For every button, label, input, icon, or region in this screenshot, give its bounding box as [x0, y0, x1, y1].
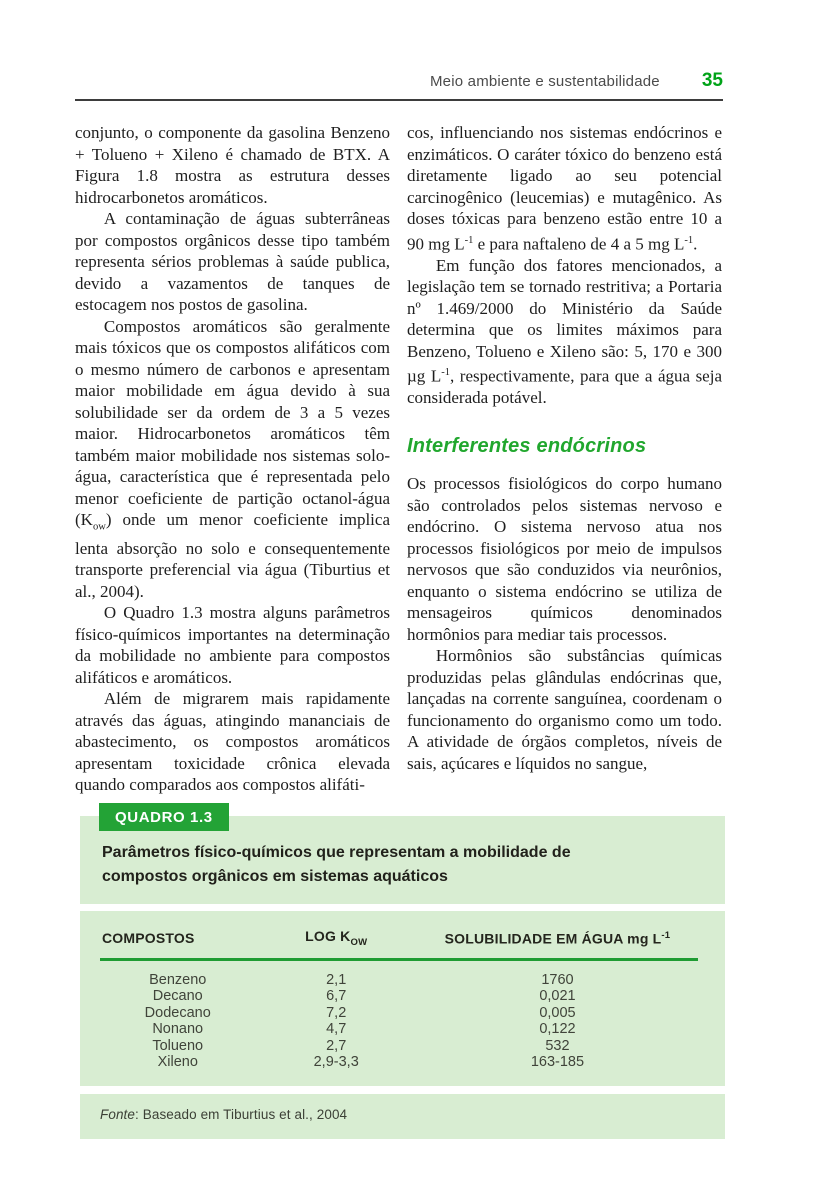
cell-solubilidade: 0,122	[539, 1021, 576, 1038]
column-header-compostos: COMPOSTOS	[100, 928, 255, 959]
cell-log-kow: 2,7	[326, 1037, 347, 1054]
cell-composto: Nonano	[152, 1021, 204, 1038]
table-row	[100, 988, 698, 1005]
paragraph: Além de migrarem mais rapidamente através das águas, atingindo mananciais de abastecimento, os compostos aromáticos apresentam toxicidade crônica elevada quando comparados aos compostos alifáti-	[75, 689, 390, 795]
section-heading: Interferentes endócrinos	[407, 434, 647, 457]
cell-composto: Decano	[152, 988, 203, 1005]
left-column	[75, 122, 390, 796]
cell-solubilidade: 1760	[541, 971, 574, 988]
running-title: Meio ambiente e sustentabilidade	[429, 73, 660, 90]
table-row	[100, 1021, 698, 1038]
paragraph: Os processos fisiológicos do corpo humano são controlados pelos sistemas nervoso e endócrino. O sistema nervoso atua nos processos fisiológicos por meio de impulsos nervosos que são conduzidos via neurônios, enquanto o sistema endócrino se utiliza de mensageiros químicos denominados hormônios para mediar tais processos.	[407, 474, 722, 644]
source-note: Fonte: Baseado em Tiburtius et al., 2004	[100, 1106, 348, 1122]
quadro-box	[80, 803, 725, 1139]
cell-composto: Benzeno	[149, 971, 207, 988]
cell-log-kow: 2,9-3,3	[313, 1054, 359, 1071]
cell-log-kow: 6,7	[326, 988, 347, 1005]
table-header-row	[100, 928, 698, 959]
paragraph: Em função dos fatores mencionados, a legislação tem se tornado restritiva; a Portaria nº 1.469/2000 do Ministério da Saúde determina que os limites máximos para Benzeno, Tolueno e Xileno são: 5, 170 e 300 µg $L^{-1}$, respectivamente, para que a água seja considerada potável.	[407, 255, 722, 408]
paragraph: O Quadro 1.3 mostra alguns parâmetros físico-químicos importantes na determinação da mobilidade no ambiente para compostos alifáticos e aromáticos.	[75, 603, 390, 687]
cell-solubilidade: 163-185	[530, 1054, 585, 1071]
quadro-table-panel	[80, 911, 725, 1086]
table-row	[100, 1038, 698, 1055]
cell-composto: Xileno	[157, 1054, 198, 1071]
quadro-label: QUADRO 1.3	[99, 803, 229, 831]
paragraph: Hormônios são substâncias químicas produzidas pelas glândulas endócrinas que, lançadas na corrente sanguínea, coordenam o funcionamento do organismo como um todo. A atividade de órgãos completos, níveis de sais, açúcares e líquidos no sangue,	[407, 646, 722, 773]
paragraph: A contaminação de águas subterrâneas por compostos orgânicos desse tipo também representa sérios problemas à saúde publica, devido a vazamentos de tanques de estocagem nos postos de gasolina.	[75, 209, 390, 314]
right-column	[407, 122, 722, 796]
paragraph: conjunto, o componente da gasolina Benzeno + Tolueno + Xileno é chamado de BTX. A Figura 1.8 mostra as estrutura desses hidrocarbonetos aromáticos.	[75, 123, 390, 207]
cell-solubilidade: 0,021	[539, 988, 576, 1005]
cell-log-kow: 7,2	[326, 1004, 347, 1021]
cell-log-kow: 2,1	[326, 971, 347, 988]
cell-solubilidade: 532	[545, 1037, 570, 1054]
body-columns	[75, 122, 723, 796]
table-row	[100, 959, 698, 988]
table-row	[100, 1054, 698, 1071]
quadro-source-panel	[80, 1094, 725, 1139]
cell-composto: Tolueno	[152, 1037, 204, 1054]
cell-log-kow: 4,7	[326, 1021, 347, 1038]
table-row	[100, 1005, 698, 1022]
cell-solubilidade: 0,005	[539, 1004, 576, 1021]
quadro-title: Parâmetros físico-químicos que representam a mobilidade de compostos orgânicos em sistemas aquáticos	[102, 844, 571, 885]
parameters-table	[100, 928, 698, 1071]
column-header-solubilidade: SOLUBILIDADE EM ÁGUA mg $L^{-1}$	[417, 928, 698, 959]
column-header-log-kow: LOG $K_{OW}$	[255, 928, 416, 959]
page-header	[75, 70, 723, 101]
cell-composto: Dodecano	[144, 1004, 211, 1021]
page-number: 35	[701, 70, 723, 91]
paragraph: Compostos aromáticos são geralmente mais tóxicos que os compostos alifáticos com o mesmo número de carbonos e apresentam maior mobilidade em água devido à sua solubilidade ser da ordem de 3 a 5 vezes maior. Hidrocarbonetos aromáticos têm também maior mobilidade nos sistemas solo-água, característica que é representada pelo menor coeficiente de partição octanol-água $(K_{ow})$ onde um menor coeficiente implica lenta absorção no solo e consequentemente transporte preferencial via água (Tiburtius et al., 2004).	[75, 316, 390, 601]
paragraph: cos, influenciando nos sistemas endócrinos e enzimáticos. O caráter tóxico do benzeno está diretamente ligado ao seu potencial carcinogênico (leucemias) e mutagênico. As doses tóxicas para benzeno estão entre 10 a 90 mg $L^{-1}$ e para naftaleno de 4 a 5 mg $L^{-1}$.	[407, 123, 722, 254]
